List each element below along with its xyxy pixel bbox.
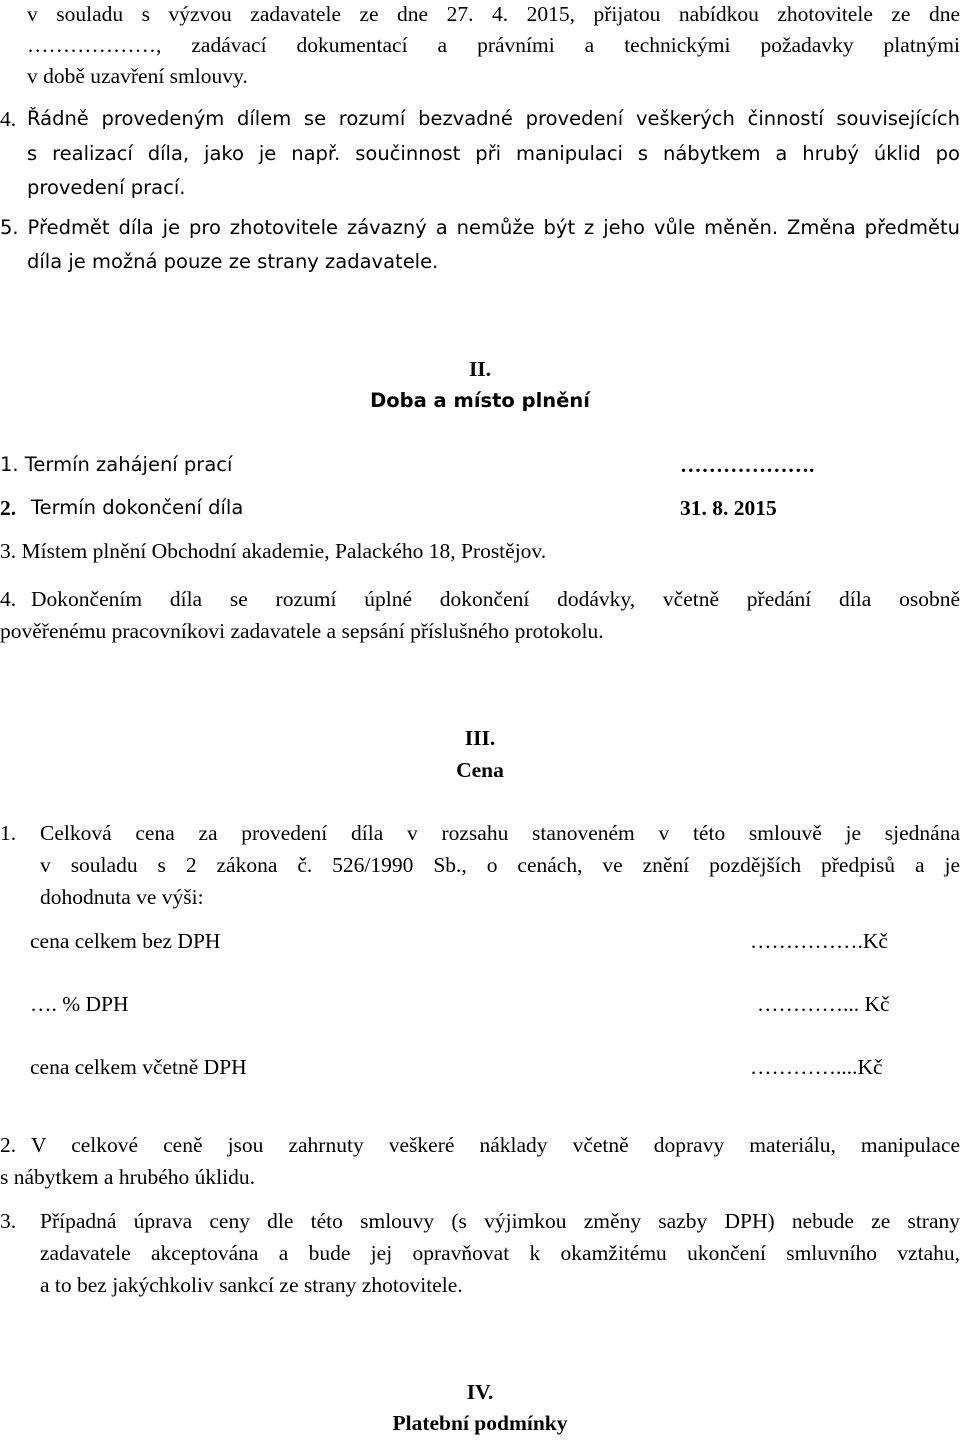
paragraph-line: dohodnuta ve výši: <box>40 885 204 909</box>
paragraph-number: 4. <box>0 587 17 611</box>
paragraph-number: 3. <box>0 1209 17 1233</box>
paragraph-line: 5. Předmět díla je pro zhotovitele závazný a nemůže být z jeho vůle měněn. Změna předmětu <box>0 216 960 239</box>
paragraph-line: díla je možná pouze ze strany zadavatele. <box>27 250 439 273</box>
term-end-value: 31. 8. 2015 <box>680 496 777 520</box>
paragraph-number: 2. <box>0 1133 17 1157</box>
paragraph-line: pověřenému pracovníkovi zadavatele a sepsání příslušného protokolu. <box>0 619 604 643</box>
price-label: cena celkem včetně DPH <box>30 1055 247 1079</box>
price-label: …. % DPH <box>30 992 129 1016</box>
term-start-value: ………………. <box>680 453 815 477</box>
paragraph-line: Případná úprava ceny dle této smlouvy (s výjimkou změny sazby DPH) nebude ze strany <box>40 1209 960 1233</box>
term-end-number: 2. <box>0 496 17 520</box>
article-title: Platební podmínky <box>392 1411 568 1435</box>
paragraph-line: zadavatele akceptována a bude jej opravňovat k okamžitému ukončení smluvního vztahu, <box>40 1241 960 1265</box>
paragraph-line: s nábytkem a hrubého úklidu. <box>0 1165 255 1189</box>
term-end-label: Termín dokončení díla <box>31 496 244 519</box>
paragraph-line: v souladu s 2 zákona č. 526/1990 Sb., o cenách, ve znění pozdějších předpisů a je <box>40 853 960 877</box>
paragraph-line: Řádně provedeným dílem se rozumí bezvadné provedení veškerých činností souvisejících <box>27 107 960 130</box>
paragraph-line: Dokončením díla se rozumí úplné dokončení dodávky, včetně předání díla osobně <box>31 587 960 611</box>
paragraph-line: v souladu s výzvou zadavatele ze dne 27. 4. 2015, přijatou nabídkou zhotovitele ze dne <box>27 2 960 26</box>
paragraph-line: Celková cena za provedení díla v rozsahu stanoveném v této smlouvě je sjednána <box>40 821 960 845</box>
paragraph-line: V celkové ceně jsou zahrnuty veškeré náklady včetně dopravy materiálu, manipulace <box>31 1133 960 1157</box>
article-number: IV. <box>466 1380 494 1404</box>
paragraph-line: s realizací díla, jako je např. součinnost při manipulaci s nábytkem a hrubý úklid po <box>27 142 960 165</box>
paragraph-number: 1. <box>0 821 17 845</box>
paragraph-line: v době uzavření smlouvy. <box>27 64 248 88</box>
paragraph-line: provedení prací. <box>27 176 186 199</box>
price-label: cena celkem bez DPH <box>30 929 221 953</box>
article-number: II. <box>468 357 492 381</box>
article-title: Doba a místo plnění <box>370 389 590 412</box>
paragraph-number: 4. <box>0 107 17 131</box>
price-value: …………... Kč <box>757 992 890 1016</box>
paragraph-line: a to bez jakýchkoliv sankcí ze strany zhotovitele. <box>40 1273 463 1297</box>
price-value: …………....Kč <box>750 1055 883 1079</box>
article-title: Cena <box>456 758 504 782</box>
place-of-performance: 3. Místem plnění Obchodní akademie, Palackého 18, Prostějov. <box>0 539 547 563</box>
price-value: …………….Kč <box>750 929 888 953</box>
article-number: III. <box>464 726 496 750</box>
term-start-label: 1. Termín zahájení prací <box>0 453 233 476</box>
paragraph-line: ………………, zadávací dokumentací a právními a technickými požadavky platnými <box>27 33 960 57</box>
